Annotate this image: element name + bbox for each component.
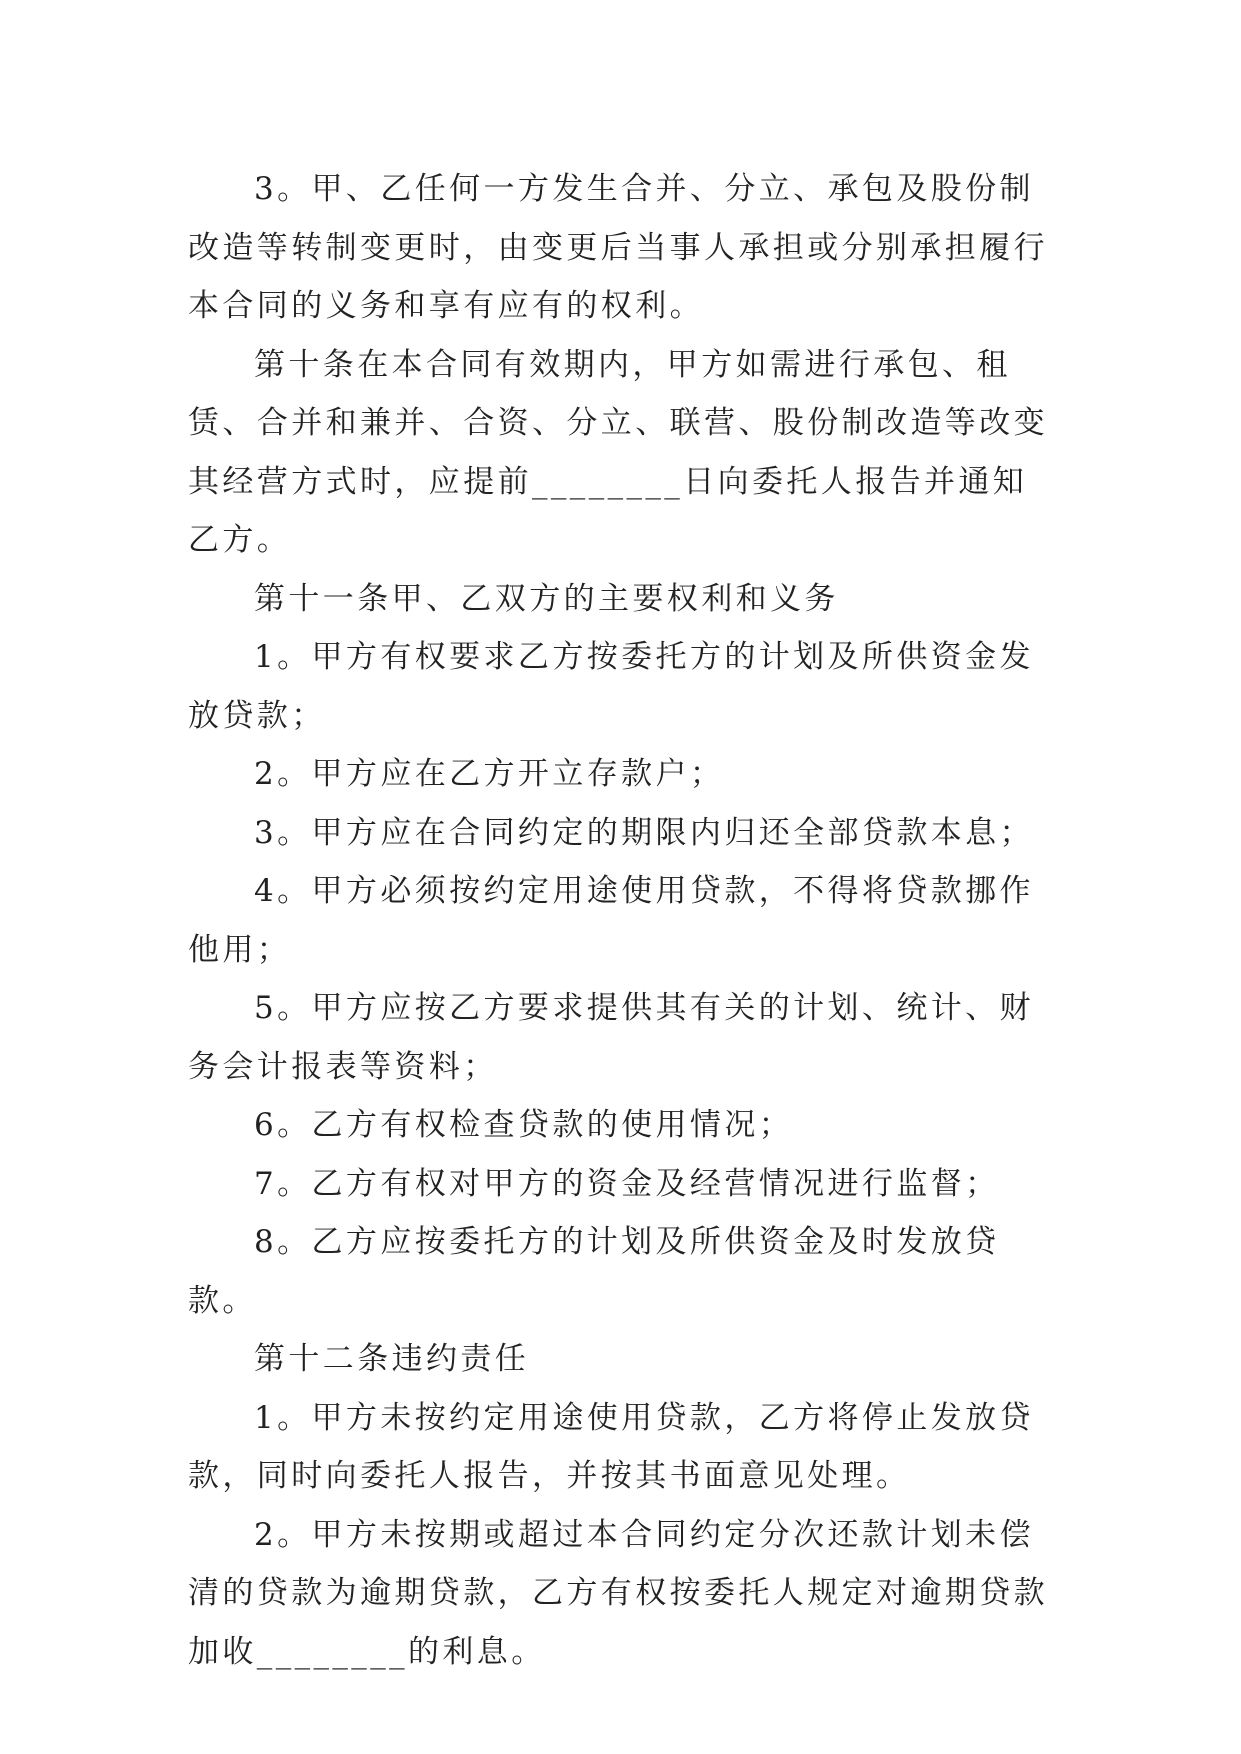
paragraph-article-11-item-3: 3。甲方应在合同约定的期限内归还全部贷款本息； — [254, 814, 1034, 851]
heading-article-11: 第十一条甲、乙双方的主要权利和义务 — [254, 580, 839, 617]
paragraph-article-11-item-7: 7。乙方有权对甲方的资金及经营情况进行监督； — [254, 1165, 1000, 1202]
paragraph-article-11-item-1: 1。甲方有权要求乙方按委托方的计划及所供资金发放贷款； — [188, 639, 1034, 734]
paragraph-clause-9-3: 3。甲、乙任何一方发生合并、分立、承包及股份制改造等转制变更时，由变更后当事人承担或分别承担履行本合同的义务和享有应有的权利。 — [188, 171, 1048, 324]
paragraph-article-11-item-2: 2。甲方应在乙方开立存款户； — [254, 756, 725, 792]
paragraph-article-12-item-2: 2。甲方未按期或超过本合同约定分次还款计划未偿清的贷款为逾期贷款，乙方有权按委托人规定对逾期贷款加收________的利息。 — [188, 1516, 1048, 1670]
heading-article-12: 第十二条违约责任 — [254, 1341, 530, 1377]
paragraph-article-11-item-8: 8。乙方应按委托方的计划及所供资金及时发放贷款。 — [188, 1224, 1000, 1319]
document-body — [188, 160, 1058, 1681]
paragraph-article-11-item-5: 5。甲方应按乙方要求提供其有关的计划、统计、财务会计报表等资料； — [188, 990, 1034, 1085]
paragraph-article-11-item-6: 6。乙方有权检查贷款的使用情况； — [254, 1107, 794, 1143]
paragraph-article-10: 第十条在本合同有效期内，甲方如需进行承包、租赁、合并和兼并、合资、分立、联营、股份制改造等改变其经营方式时，应提前________日向委托人报告并通知乙方。 — [188, 346, 1048, 558]
paragraph-article-12-item-1: 1。甲方未按约定用途使用贷款，乙方将停止发放贷款，同时向委托人报告，并按其书面意见处理。 — [188, 1399, 1034, 1494]
paragraph-article-11-item-4: 4。甲方必须按约定用途使用贷款，不得将贷款挪作他用； — [188, 873, 1034, 968]
